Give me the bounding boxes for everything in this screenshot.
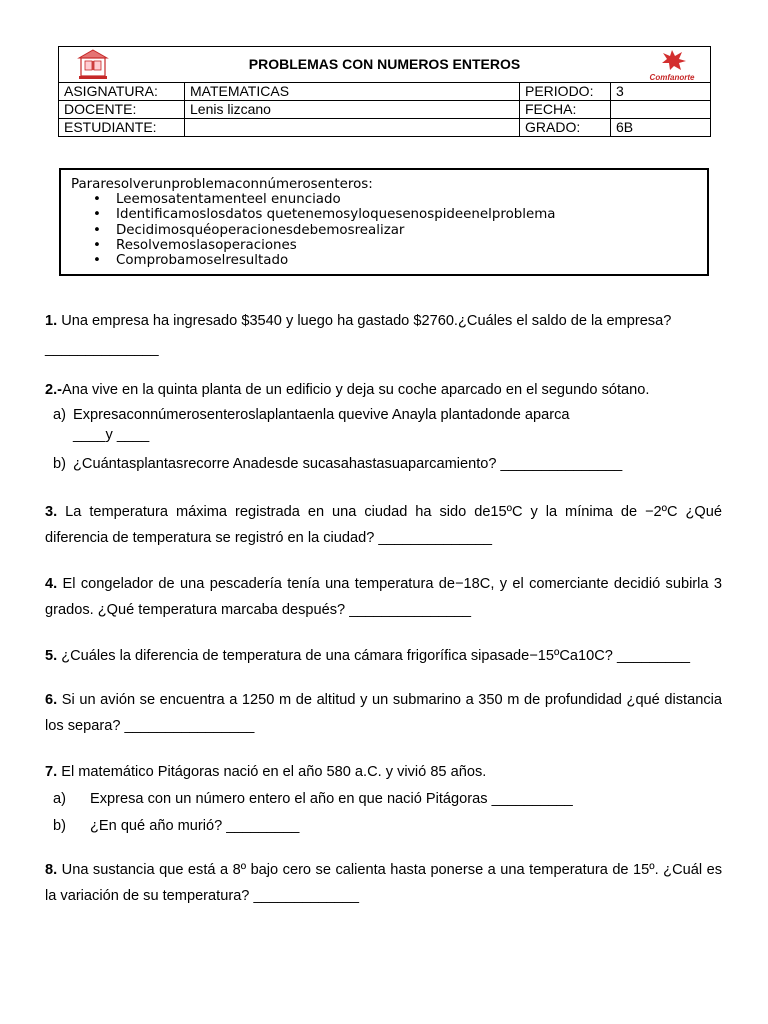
brand-suffix: norte	[674, 73, 695, 82]
step-text: Decidimosquéoperacionesdebemosrealizar	[116, 222, 405, 238]
question-number: 5.	[45, 648, 58, 664]
question-7a-text: Expresa con un número entero el año en que nació Pitágoras __________	[90, 791, 573, 807]
question-8	[45, 857, 722, 909]
list-item	[71, 207, 555, 222]
student-label: ESTUDIANTE:	[59, 119, 185, 137]
step-text: Identificamoslosdatos quetenemosyloquesenospideenelproblema	[116, 207, 556, 223]
date-label: FECHA:	[520, 101, 611, 119]
question-text: El congelador de una pescadería tenía una temperatura de−18C, y el comerciante decidió subirla 3 grados. ¿Qué temperatura marcaba después? _______________	[45, 576, 722, 618]
teacher-value: Lenis lizcano	[185, 101, 520, 119]
question-2b-label: b)	[53, 456, 66, 472]
question-5	[45, 643, 722, 669]
question-text: El matemático Pitágoras nació en el año 580 a.C. y vivió 85 años.	[57, 764, 487, 780]
header-row-student	[59, 119, 711, 137]
question-number: 2.-	[45, 382, 63, 398]
question-4	[45, 571, 722, 623]
grade-value: 6B	[611, 119, 711, 137]
question-text: La temperatura máxima registrada en una ciudad ha sido de15ºC y la mínima de −2ºC ¿Qué diferencia de temperatura se registró en la ciudad? ______________	[45, 504, 722, 546]
student-value[interactable]	[185, 119, 520, 137]
list-item	[71, 253, 555, 268]
list-item	[71, 192, 555, 207]
header-table	[58, 46, 711, 137]
question-text: ¿Cuáles la diferencia de temperatura de una cámara frigorífica sipasade−15ºCa10C? _________	[57, 648, 691, 664]
list-item	[71, 238, 555, 253]
brand-prefix: Comfa	[649, 73, 675, 82]
steps-list	[71, 192, 555, 268]
step-text: Leemosatentamenteel enunciado	[116, 192, 341, 207]
bullet-icon: •	[93, 192, 101, 207]
school-logo-icon	[76, 48, 110, 81]
period-value: 3	[611, 83, 711, 101]
question-3	[45, 499, 722, 551]
bullet-icon: •	[93, 253, 101, 269]
brand-logo	[642, 49, 702, 81]
answer-blank-2a[interactable]: ____y ____	[73, 427, 150, 443]
list-item	[71, 223, 555, 238]
subject-label: ASIGNATURA:	[59, 83, 185, 101]
question-number: 6.	[45, 692, 58, 708]
period-label: PERIODO:	[520, 83, 611, 101]
answer-blank-1[interactable]: ______________	[45, 341, 159, 357]
question-text: Una sustancia que está a 8º bajo cero se calienta hasta ponerse a una temperatura de 15º. ¿Cuál es la variación de su temperatura? _____________	[45, 862, 722, 904]
question-2a-text: Expresaconnúmerosenteroslaplantaenla quevive Anayla plantadonde aparca	[73, 407, 570, 423]
subject-value: MATEMATICAS	[185, 83, 520, 101]
header-row-subject	[59, 83, 711, 101]
steps-intro: Pararesolverunproblemaconnúmerosenteros:	[71, 177, 373, 192]
question-number: 1.	[45, 313, 58, 329]
question-1	[45, 308, 722, 334]
step-text: Resolvemoslasoperaciones	[116, 237, 297, 253]
question-number: 3.	[45, 504, 58, 520]
question-6	[45, 687, 722, 739]
question-7b-text: ¿En qué año murió? _________	[90, 818, 300, 834]
bullet-icon: •	[93, 222, 101, 238]
question-number: 7.	[45, 764, 58, 780]
star-burst-icon	[642, 49, 702, 71]
bullet-icon: •	[93, 207, 101, 223]
step-text: Comprobamoselresultado	[116, 253, 289, 269]
question-text: Si un avión se encuentra a 1250 m de altitud y un submarino a 350 m de profundidad ¿qué distancia los separa? ________________	[45, 692, 722, 734]
question-2a-label: a)	[53, 407, 66, 423]
teacher-label: DOCENTE:	[59, 101, 185, 119]
question-number: 4.	[45, 576, 58, 592]
question-7	[45, 759, 722, 785]
steps-box	[59, 168, 709, 276]
header-row-teacher	[59, 101, 711, 119]
document-title: PROBLEMAS CON NUMEROS ENTEROS	[248, 56, 521, 72]
question-number: 8.	[45, 862, 58, 878]
question-2b-text: ¿Cuántasplantasrecorre Anadesde sucasahastasuaparcamiento? _______________	[73, 456, 623, 472]
brand-wordmark	[642, 69, 702, 86]
bullet-icon: •	[93, 237, 101, 253]
question-text: Ana vive en la quinta planta de un edificio y deja su coche aparcado en el segundo sótano.	[62, 382, 650, 398]
date-value[interactable]	[611, 101, 711, 119]
question-7b-label: b)	[53, 818, 66, 834]
title-cell	[59, 47, 711, 83]
grade-label: GRADO:	[520, 119, 611, 137]
question-7a-label: a)	[53, 791, 66, 807]
question-text: Una empresa ha ingresado $3540 y luego ha gastado $2760.¿Cuáles el saldo de la empresa?	[57, 313, 672, 329]
question-2	[45, 377, 722, 403]
